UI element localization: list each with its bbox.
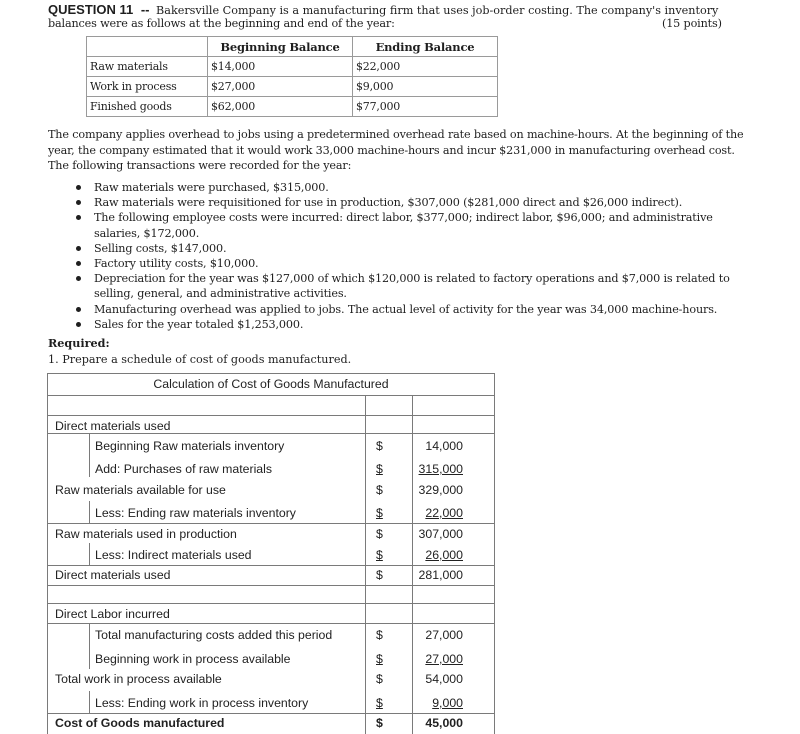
dollar-sign: $ xyxy=(376,716,383,730)
question-text-line1: Bakersville Company is a manufacturing firm that uses job-order costing. The company's inventory xyxy=(156,4,719,17)
required-section xyxy=(48,336,351,367)
schedule-row-label: Beginning Raw materials inventory xyxy=(95,439,285,453)
cogm-total-label: Cost of Goods manufactured xyxy=(55,716,225,730)
bullet-icon xyxy=(76,185,81,190)
table-header-row xyxy=(87,37,498,57)
inventory-balances-table xyxy=(86,36,498,117)
schedule-row-label: Less: Indirect materials used xyxy=(95,548,252,562)
paragraph-line: year, the company estimated that it would work 33,000 machine-hours and incur $231,000 in manufacturing overhead cost. xyxy=(48,143,735,157)
list-item-text: Manufacturing overhead was applied to jobs. The actual level of activity for the year was 34,000 machine-hours. xyxy=(94,302,718,316)
dollar-sign: $ xyxy=(376,568,383,582)
list-item-text: Sales for the year totaled $1,253,000. xyxy=(94,317,304,331)
bullet-icon xyxy=(76,276,81,281)
dollar-sign: $ xyxy=(376,672,383,686)
dollar-sign: $ xyxy=(376,483,383,497)
dollar-sign: $ xyxy=(376,527,383,541)
required-item: 1. Prepare a schedule of cost of goods manufactured. xyxy=(48,352,352,366)
schedule-row-label: Total manufacturing costs added this period xyxy=(95,628,333,642)
dollar-sign: $ xyxy=(376,439,383,453)
schedule-row-label: Add: Purchases of raw materials xyxy=(95,462,273,476)
dollar-sign: $ xyxy=(376,506,383,520)
list-item xyxy=(76,256,756,271)
bullet-icon xyxy=(76,307,81,312)
table-cell: Finished goods xyxy=(87,97,208,117)
direct-labor-header: Direct Labor incurred xyxy=(55,607,170,621)
list-item xyxy=(76,317,756,332)
schedule-row-label: Raw materials used in production xyxy=(55,527,237,541)
dollar-sign: $ xyxy=(376,652,383,666)
question-header xyxy=(48,3,718,18)
list-item xyxy=(76,241,756,256)
table-cell: Raw materials xyxy=(87,57,208,77)
dollar-sign: $ xyxy=(376,548,383,562)
schedule-row-amount: 27,000 xyxy=(425,652,463,666)
list-item-text: salaries, $172,000. xyxy=(94,226,200,240)
schedule-title: Calculation of Cost of Goods Manufactured xyxy=(153,377,389,391)
schedule-row-label: Raw materials available for use xyxy=(55,483,226,497)
schedule-row-amount: 54,000 xyxy=(425,672,463,686)
schedule-row-amount: 315,000 xyxy=(418,462,463,476)
schedule-row-amount: 9,000 xyxy=(432,696,463,710)
list-item-text: Depreciation for the year was $127,000 of which $120,000 is related to factory operations and $7,000 is related to xyxy=(94,272,730,286)
table-cell: $22,000 xyxy=(353,57,498,77)
paragraph-line: The following transactions were recorded for the year: xyxy=(48,159,352,172)
list-item-text: Factory utility costs, $10,000. xyxy=(94,257,259,271)
schedule-row-label: Less: Ending raw materials inventory xyxy=(95,506,296,520)
table-cell: $9,000 xyxy=(353,77,498,97)
table-cell: $14,000 xyxy=(208,57,353,77)
bullet-icon xyxy=(76,261,81,266)
schedule-row-label: Direct materials used xyxy=(55,568,171,582)
schedule-row-amount: 26,000 xyxy=(425,548,463,562)
list-item-text: selling, general, and administrative activities. xyxy=(94,287,347,301)
question-points: (15 points) xyxy=(662,17,722,30)
list-item xyxy=(76,302,756,317)
list-item-text: Raw materials were requisitioned for use in production, $307,000 ($281,000 direct and $26,000 indirect). xyxy=(94,196,683,210)
question-dashes: -- xyxy=(140,2,150,17)
bullet-icon xyxy=(76,215,81,220)
bullet-icon xyxy=(76,246,81,251)
table-cell: $62,000 xyxy=(208,97,353,117)
table-cell: $27,000 xyxy=(208,77,353,97)
dollar-sign: $ xyxy=(376,628,383,642)
bullet-icon xyxy=(76,322,81,327)
schedule-row-label: Total work in process available xyxy=(55,672,222,686)
dollar-sign: $ xyxy=(376,462,383,476)
schedule-row-amount: 14,000 xyxy=(425,439,463,453)
list-item-text: The following employee costs were incurred: direct labor, $377,000; indirect labor, $96,000; and administrative xyxy=(94,211,713,225)
schedule-row-label: Less: Ending work in process inventory xyxy=(95,696,309,710)
question-text-line2: balances were as follows at the beginning and end of the year: xyxy=(48,17,395,30)
list-item-text: Selling costs, $147,000. xyxy=(94,241,227,255)
schedule-row-amount: 281,000 xyxy=(418,568,463,582)
list-item-text: Raw materials were purchased, $315,000. xyxy=(94,181,329,194)
schedule-row-amount: 329,000 xyxy=(418,483,463,497)
table-cell: $77,000 xyxy=(353,97,498,117)
required-label: Required: xyxy=(48,336,110,350)
paragraph-line: The company applies overhead to jobs using a predetermined overhead rate based on machine-hours. At the beginning of the xyxy=(48,128,744,141)
direct-materials-header: Direct materials used xyxy=(55,419,171,433)
table-row xyxy=(87,77,498,97)
cogm-total-amount: 45,000 xyxy=(425,716,463,730)
dollar-sign: $ xyxy=(376,696,383,710)
table-header-cell xyxy=(87,37,208,57)
schedule-row-amount: 307,000 xyxy=(418,527,463,541)
schedule-row-label: Beginning work in process available xyxy=(95,652,291,666)
overhead-paragraph xyxy=(48,127,748,174)
table-row xyxy=(87,97,498,117)
schedule-row-amount: 27,000 xyxy=(425,628,463,642)
question-number: QUESTION 11 xyxy=(48,2,134,17)
cogm-schedule xyxy=(47,373,495,734)
bullet-icon xyxy=(76,200,81,205)
table-row xyxy=(87,57,498,77)
table-header-cell: Ending Balance xyxy=(353,37,498,57)
table-cell: Work in process xyxy=(87,77,208,97)
list-item xyxy=(76,210,756,240)
list-item xyxy=(76,180,756,195)
list-item xyxy=(76,271,756,301)
list-item xyxy=(76,195,756,210)
schedule-row-amount: 22,000 xyxy=(425,506,463,520)
table-header-cell: Beginning Balance xyxy=(208,37,353,57)
transactions-list xyxy=(76,180,756,332)
